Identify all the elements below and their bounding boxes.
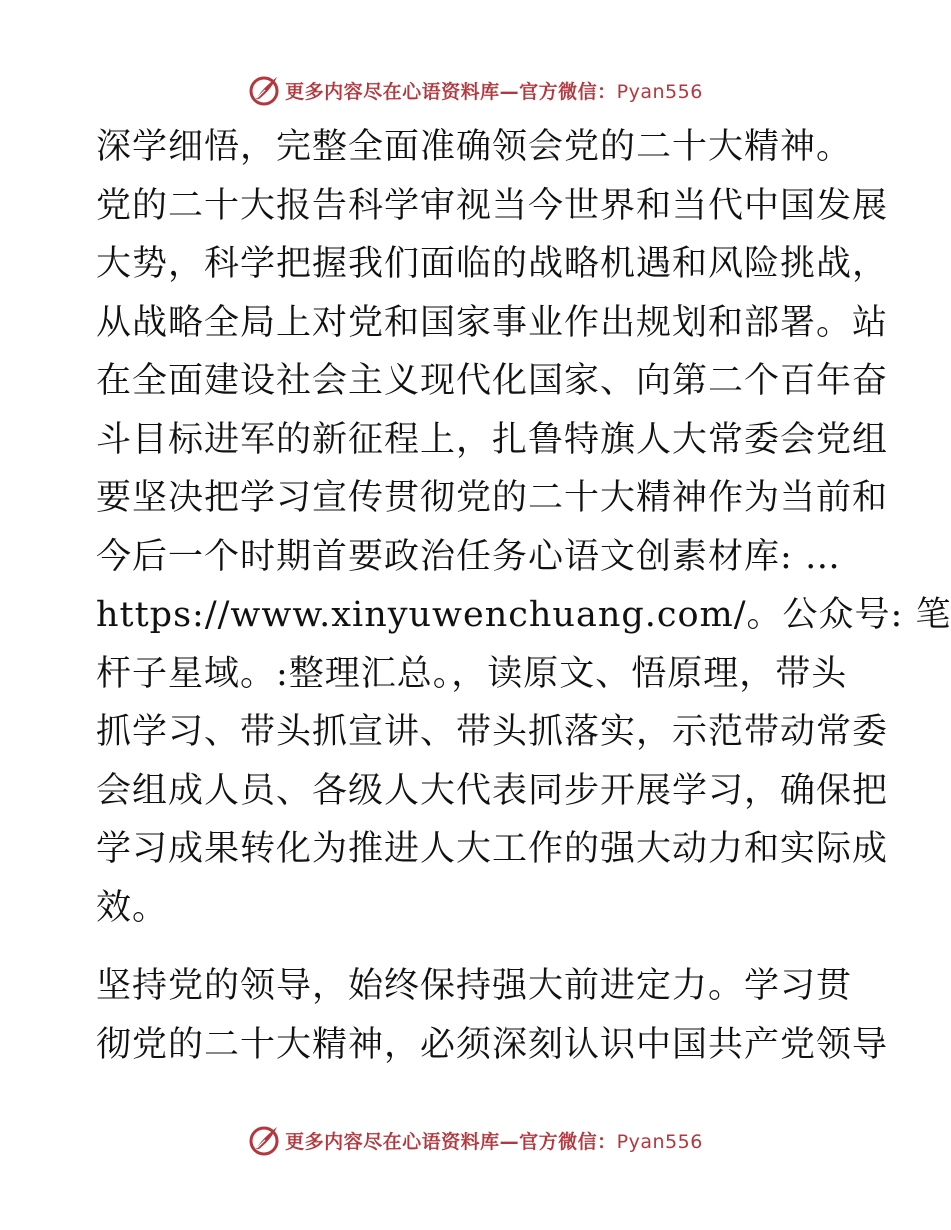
text-line: 今后一个时期首要政治任务心语文创素材库: …: [96, 536, 841, 577]
banner-wechat-id: Pyan556: [616, 1130, 703, 1153]
feather-pen-logo-icon: [247, 1123, 281, 1157]
text-line: 坚持党的领导，始终保持强大前进定力。学习贯: [96, 966, 853, 1006]
text-line: 大势，科学把握我们面临的战略机遇和风险挑战，: [96, 244, 889, 284]
text-line: 在全面建设社会主义现代化国家、向第二个百年奋: [96, 361, 889, 401]
text-line: 学习成果转化为推进人大工作的强大动力和实际成: [96, 829, 889, 869]
document-body: [96, 118, 951, 1074]
footer-banner: [0, 1120, 950, 1160]
text-line: 效。: [96, 887, 169, 928]
paragraph-spacer: [96, 937, 856, 957]
text-line: 斗目标进军的新征程上，扎鲁特旗人大常委会党组: [96, 419, 889, 460]
header-banner: [0, 70, 950, 110]
banner-text: [285, 1127, 703, 1154]
banner-title: 更多内容尽在心语资料库—官方微信：: [285, 80, 617, 103]
text-line: 要坚决把学习宣传贯彻党的二十大精神作为当前和: [96, 478, 889, 518]
text-line: 彻党的二十大精神，必须深刻认识中国共产党领导: [96, 1024, 889, 1065]
paragraph-2: [96, 957, 889, 1074]
paragraph-1: [96, 118, 951, 937]
text-line: 从战略全局上对党和国家事业作出规划和部署。站: [96, 302, 889, 343]
banner-title: 更多内容尽在心语资料库—官方微信：: [285, 1130, 617, 1153]
feather-pen-logo-icon: [247, 73, 281, 107]
text-line: 会组成人员、各级人大代表同步开展学习，确保把: [96, 770, 889, 811]
text-line: 党的二十大报告科学审视当今世界和当代中国发展: [96, 185, 889, 226]
text-line: 杆子星域。:整理汇总。，读原文、悟原理，带头: [96, 653, 848, 694]
banner-text: [285, 77, 703, 104]
text-line: 深学细悟，完整全面准确领会党的二十大精神。: [96, 127, 853, 167]
text-line: 抓学习、带头抓宣讲、带头抓落实，示范带动常委: [96, 712, 889, 752]
text-line-url: https://www.xinyuwenchuang.com/。公众号: 笔: [96, 595, 951, 635]
banner-wechat-id: Pyan556: [616, 80, 703, 103]
